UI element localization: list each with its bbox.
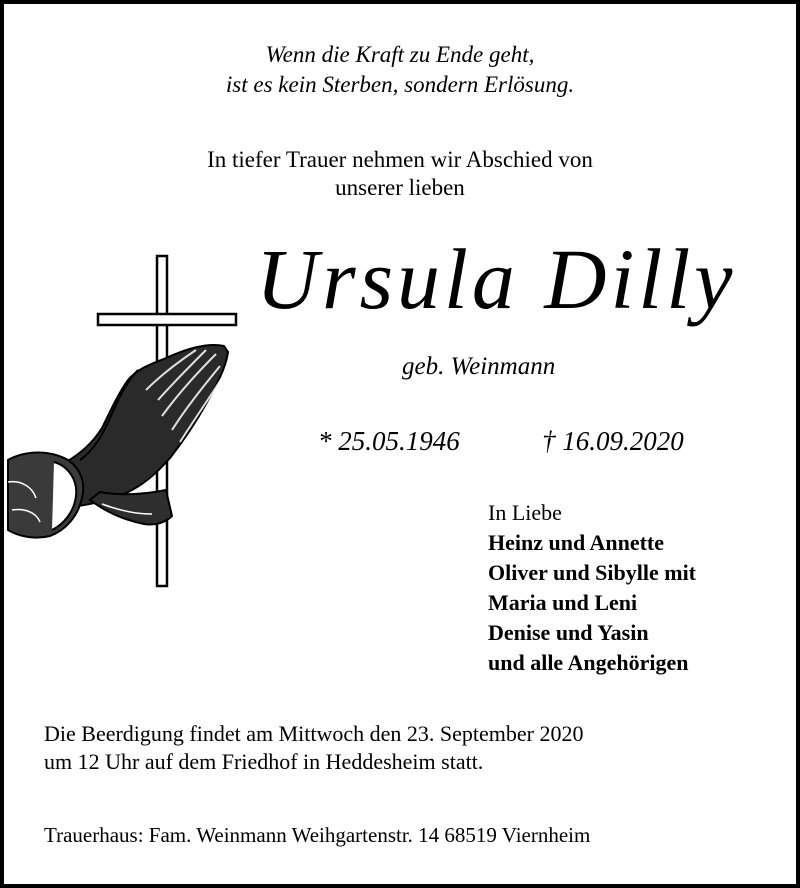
intro-text: [4, 146, 796, 202]
motto-line-2: ist es kein Sterben, sondern Erlösung.: [225, 72, 575, 97]
mourners-list: [488, 498, 696, 678]
praying-hands-with-cross-icon: [6, 254, 242, 594]
death-date: † 16.09.2020: [542, 426, 684, 456]
mourner-name: Oliver und Sibylle mit: [488, 560, 697, 585]
funeral-line-1: Die Beerdigung findet am Mittwoch den 23. September 2020: [44, 721, 584, 746]
deceased-name: Ursula Dilly: [256, 231, 737, 327]
funeral-details: [44, 720, 584, 776]
birth-date: * 25.05.1946: [318, 426, 460, 456]
funeral-line-2: um 12 Uhr auf dem Friedhof in Heddesheim statt.: [44, 749, 484, 774]
intro-line-1: In tiefer Trauer nehmen wir Abschied von: [207, 147, 593, 172]
intro-line-2: unserer lieben: [335, 175, 465, 200]
mourning-house-address: Trauerhaus: Fam. Weinmann Weihgartenstr. 14 68519 Viernheim: [44, 823, 591, 847]
maiden-name: geb. Weinmann: [402, 353, 556, 380]
mourner-name: Heinz und Annette: [488, 530, 665, 555]
mourner-name: und alle Angehörigen: [488, 650, 689, 675]
motto: [4, 40, 796, 100]
mourner-name: Maria und Leni: [488, 590, 638, 615]
mourners-heading: In Liebe: [488, 500, 562, 525]
motto-line-1: Wenn die Kraft zu Ende geht,: [265, 42, 535, 67]
mourner-name: Denise und Yasin: [488, 620, 649, 645]
